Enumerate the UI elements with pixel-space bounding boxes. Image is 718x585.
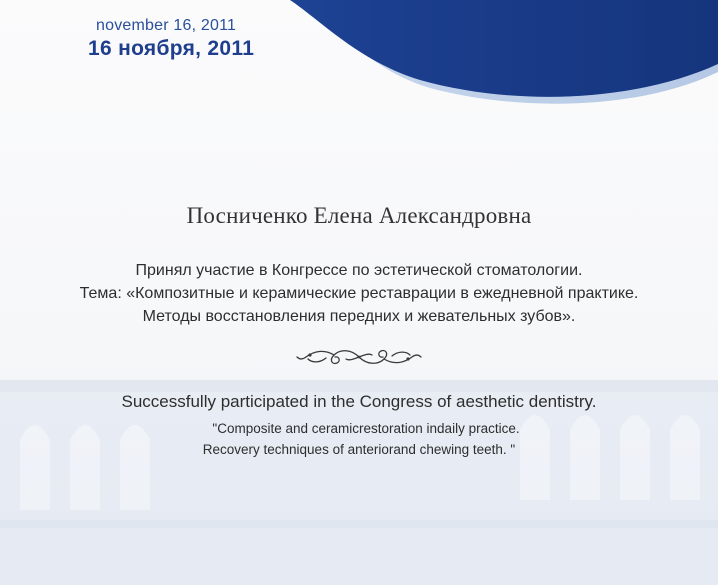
russian-line-participation: Принял участие в Конгрессе по эстетической стоматологии. — [135, 262, 583, 279]
date-russian: 16 ноября, 2011 — [88, 37, 255, 60]
recipient-name: Посниченко Елена Александровна — [186, 203, 532, 228]
flourish-divider-icon — [296, 345, 422, 369]
english-title: Successfully participated in the Congress of aesthetic dentistry. — [121, 392, 597, 411]
english-description — [0, 418, 718, 460]
english-line-composite: "Composite and ceramicrestoration indaily practice. — [212, 421, 520, 436]
date-english: november 16, 2011 — [96, 17, 237, 34]
russian-line-methods: Методы восстановления передних и жевательных зубов». — [142, 308, 576, 325]
russian-description — [0, 259, 718, 328]
russian-line-topic: Тема: «Композитные и керамические реставрации в ежедневной практике. — [79, 285, 639, 302]
english-line-recovery: Recovery techniques of anteriorand chewing teeth. " — [202, 442, 516, 457]
